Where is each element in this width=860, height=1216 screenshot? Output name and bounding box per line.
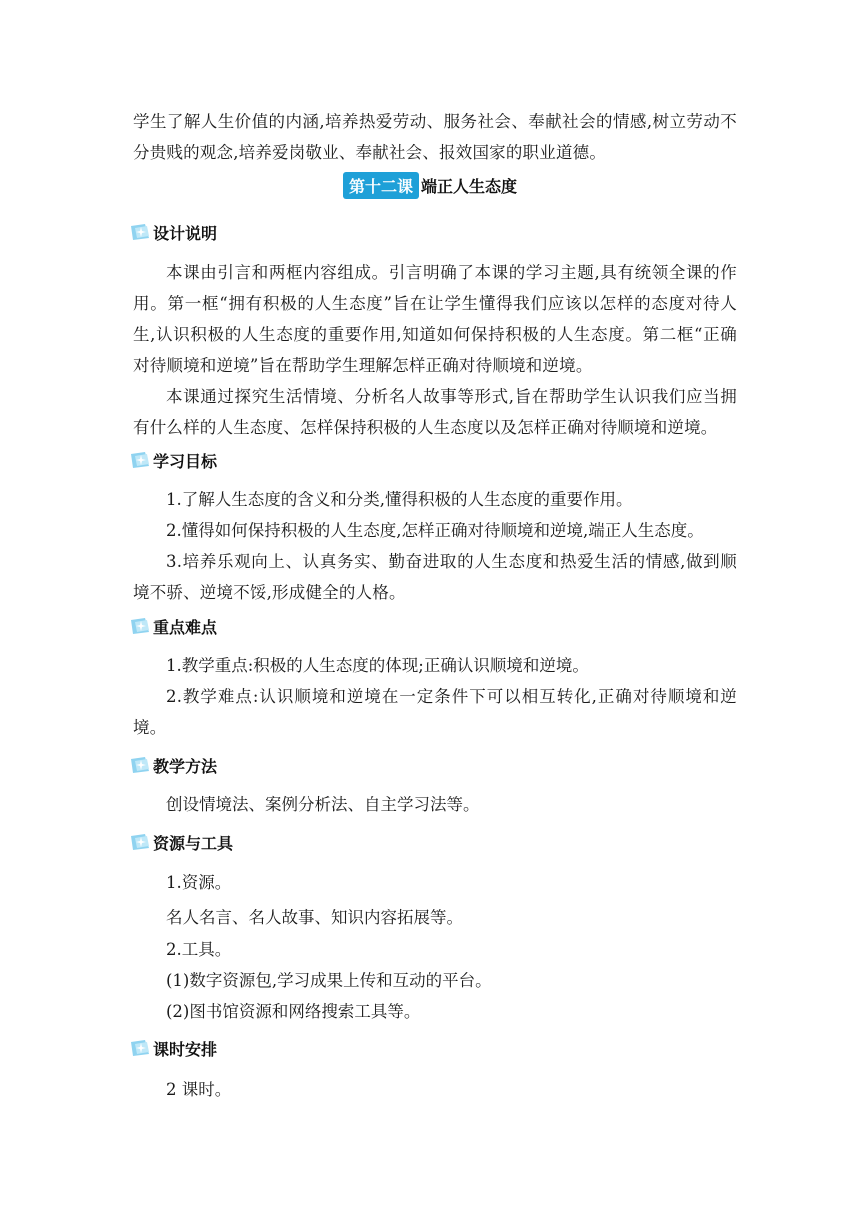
lesson-title-text: 端正人生态度 (421, 177, 518, 196)
sparkle-icon (129, 222, 151, 242)
resource-line-4: (1)数字资源包,学习成果上传和互动的平台。 (166, 971, 492, 990)
goal-item-2: 2.懂得如何保持积极的人生态度,怎样正确对待顺境和逆境,端正人生态度。 (166, 521, 704, 540)
section-heading-text: 重点难点 (153, 617, 218, 637)
section-heading-text: 学习目标 (153, 451, 218, 471)
resource-line-3: 2.工具。 (166, 940, 232, 959)
section-heading-goals (129, 448, 217, 472)
key-point-item-2: 2.教学难点:认识顺境和逆境在一定条件下可以相互转化,正确对待顺境和逆境。 (133, 687, 737, 737)
sparkle-icon (129, 450, 151, 470)
sparkle-icon (129, 1038, 151, 1058)
intro-paragraph: 学生了解人生价值的内涵,培养热爱劳动、服务社会、奉献社会的情感,树立劳动不分贵贱的观念,培养爱岗敬业、奉献社会、报效国家的职业道德。 (133, 112, 737, 162)
sparkle-icon (129, 616, 151, 636)
methods-text: 创设情境法、案例分析法、自主学习法等。 (166, 795, 480, 814)
goal-item-1: 1.了解人生态度的含义和分类,懂得积极的人生态度的重要作用。 (166, 490, 633, 509)
schedule-text: 2 课时。 (166, 1080, 232, 1099)
section-heading-schedule (129, 1036, 217, 1060)
section-heading-methods (129, 753, 217, 777)
section-heading-text: 教学方法 (153, 756, 218, 776)
section-heading-text: 课时安排 (153, 1039, 218, 1059)
design-paragraph-1: 本课由引言和两框内容组成。引言明确了本课的学习主题,具有统领全课的作用。第一框“拥有积极的人生态度”旨在让学生懂得我们应该以怎样的态度对待人生,认识积极的人生态度的重要作用,知道如何保持积极的人生态度。第二框“正确对待顺境和逆境”旨在帮助学生理解怎样正确对待顺境和逆境。 (133, 263, 737, 375)
sparkle-icon (129, 832, 151, 852)
goal-item-3: 3.培养乐观向上、认真务实、勤奋进取的人生态度和热爱生活的情感,做到顺境不骄、逆境不馁,形成健全的人格。 (133, 552, 737, 602)
design-paragraph-2: 本课通过探究生活情境、分析名人故事等形式,旨在帮助学生认识我们应当拥有什么样的人生态度、怎样保持积极的人生态度以及怎样正确对待顺境和逆境。 (133, 387, 737, 437)
resource-line-2: 名人名言、名人故事、知识内容拓展等。 (166, 908, 463, 927)
section-heading-text: 资源与工具 (153, 833, 234, 853)
lesson-badge: 第十二课 (343, 172, 419, 199)
key-point-item-1: 1.教学重点:积极的人生态度的体现;正确认识顺境和逆境。 (166, 656, 589, 675)
section-heading-key-points (129, 614, 217, 638)
section-heading-resources (129, 830, 233, 854)
lesson-title (0, 172, 860, 199)
resource-line-1: 1.资源。 (166, 873, 232, 892)
section-heading-design (129, 220, 217, 244)
resource-line-5: (2)图书馆资源和网络搜索工具等。 (166, 1002, 421, 1021)
sparkle-icon (129, 755, 151, 775)
section-heading-text: 设计说明 (153, 223, 218, 243)
